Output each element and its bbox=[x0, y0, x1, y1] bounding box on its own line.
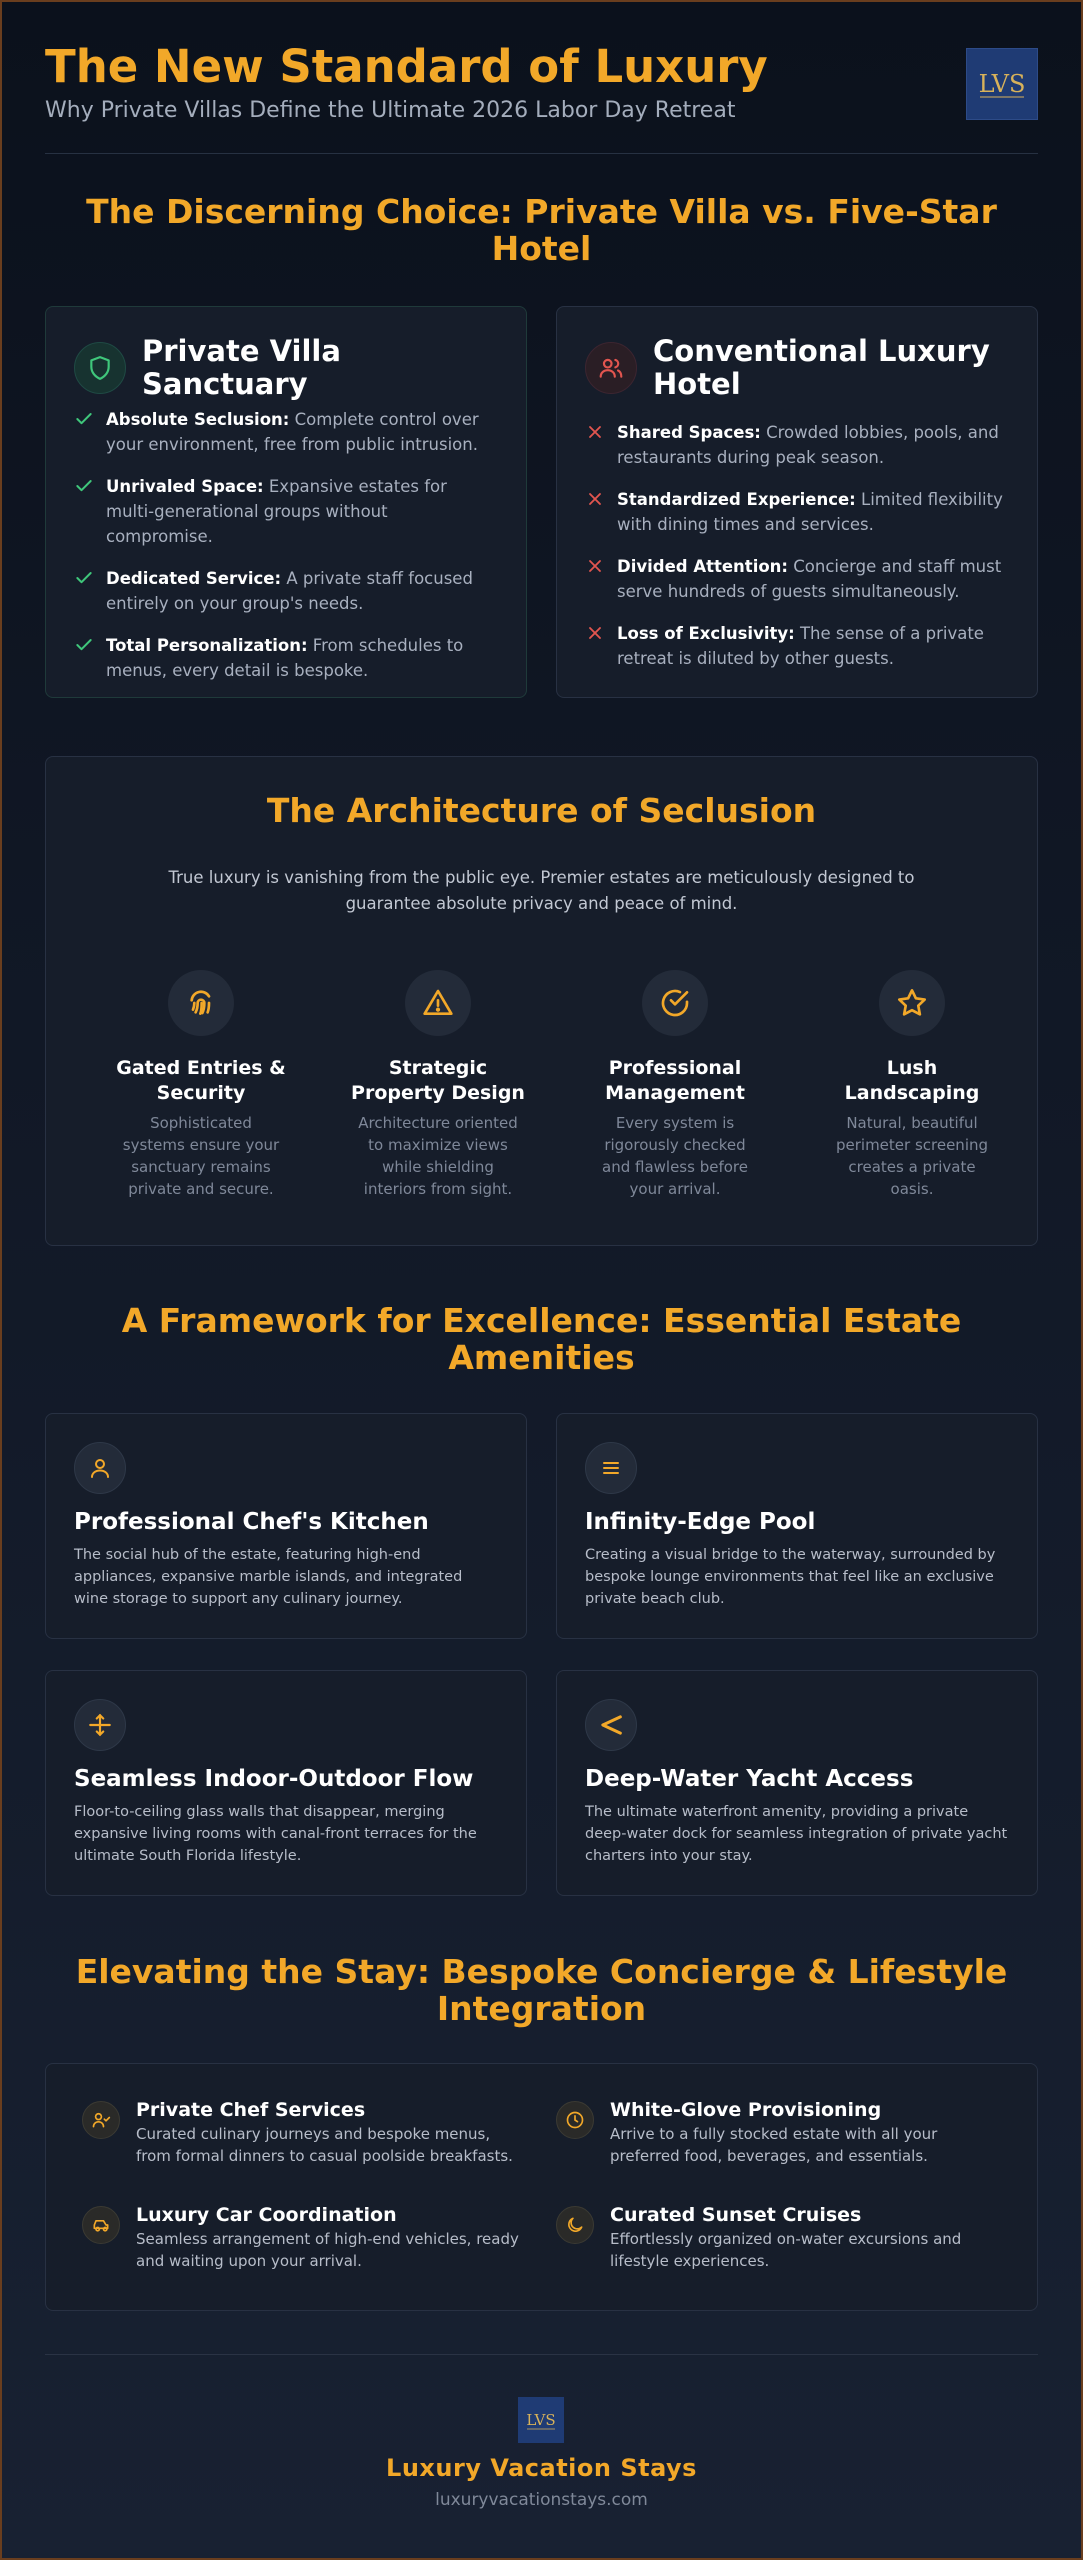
x-icon bbox=[585, 487, 617, 537]
service-title: White-Glove Provisioning bbox=[610, 2099, 882, 2121]
list-item bbox=[74, 566, 498, 616]
amenity-card bbox=[556, 1670, 1038, 1896]
feature-item bbox=[348, 970, 528, 1200]
list-item bbox=[74, 407, 498, 457]
page-subtitle: Why Private Villas Define the Ultimate 2026 Labor Day Retreat bbox=[45, 98, 736, 123]
footer-divider bbox=[45, 2354, 1038, 2355]
concierge-heading: Elevating the Stay: Bespoke Concierge & Lifestyle Integration bbox=[75, 1952, 1008, 2028]
item-text: Limited flexibility with dining times and services. bbox=[617, 490, 1003, 534]
check-icon bbox=[74, 407, 106, 457]
service-item bbox=[82, 2203, 522, 2272]
list-item bbox=[585, 487, 1009, 537]
feature-title: Professional Management bbox=[605, 1057, 745, 1104]
service-title: Private Chef Services bbox=[136, 2099, 366, 2121]
users-icon bbox=[585, 342, 637, 394]
item-label: Dedicated Service: bbox=[106, 569, 282, 588]
amenity-title: Seamless Indoor-Outdoor Flow bbox=[74, 1766, 474, 1792]
amenity-card bbox=[556, 1413, 1038, 1639]
service-desc: Curated culinary journeys and bespoke menus, from formal dinners to casual poolside breakfasts. bbox=[136, 2125, 513, 2165]
architecture-card bbox=[45, 756, 1038, 1246]
feature-desc: Sophisticated systems ensure your sanctuary remains private and secure. bbox=[122, 1114, 280, 1198]
page-title: The New Standard of Luxury bbox=[45, 40, 768, 93]
concierge-card bbox=[45, 2063, 1038, 2311]
feature-item bbox=[822, 970, 1002, 1200]
service-item bbox=[82, 2098, 522, 2167]
item-label: Total Personalization: bbox=[106, 636, 308, 655]
amenity-desc: The social hub of the estate, featuring high-end appliances, expansive marble islands, and integrated wine storage to support any culinary journey. bbox=[74, 1547, 463, 1607]
item-text: Concierge and staff must serve hundreds of guests simultaneously. bbox=[617, 557, 1002, 601]
amenity-card bbox=[45, 1670, 527, 1896]
list-item bbox=[585, 420, 1009, 470]
check-icon bbox=[74, 633, 106, 683]
list-item bbox=[74, 474, 498, 549]
service-desc: Arrive to a fully stocked estate with all your preferred food, beverages, and essentials. bbox=[610, 2125, 938, 2165]
item-label: Shared Spaces: bbox=[617, 423, 761, 442]
fingerprint-icon bbox=[168, 970, 234, 1036]
service-item bbox=[556, 2203, 1006, 2272]
item-text: Expansive estates for multi-generational groups without compromise. bbox=[106, 477, 447, 546]
x-icon bbox=[585, 621, 617, 671]
amenities-heading: A Framework for Excellence: Essential Estate Amenities bbox=[121, 1301, 962, 1377]
service-desc: Effortlessly organized on-water excursions and lifestyle experiences. bbox=[610, 2230, 962, 2270]
feature-title: Lush Landscaping bbox=[844, 1057, 980, 1104]
alert-triangle-icon bbox=[405, 970, 471, 1036]
service-desc: Seamless arrangement of high-end vehicles, ready and waiting upon your arrival. bbox=[136, 2230, 519, 2270]
comparison-heading: The Discerning Choice: Private Villa vs. Five-Star Hotel bbox=[86, 192, 997, 268]
feature-desc: Every system is rigorously checked and flawless before your arrival. bbox=[602, 1114, 748, 1198]
amenity-desc: Floor-to-ceiling glass walls that disappear, merging expansive living rooms with canal-front terraces for the ultimate South Florida lifestyle. bbox=[74, 1804, 477, 1864]
item-label: Unrivaled Space: bbox=[106, 477, 264, 496]
architecture-heading: The Architecture of Seclusion bbox=[266, 791, 817, 830]
villa-card bbox=[45, 306, 527, 698]
feature-title: Gated Entries & Security bbox=[116, 1057, 286, 1104]
item-text: Complete control over your environment, free from public intrusion. bbox=[106, 410, 479, 454]
item-text: The sense of a private retreat is diluted by other guests. bbox=[617, 624, 984, 668]
check-circle-icon bbox=[642, 970, 708, 1036]
item-label: Standardized Experience: bbox=[617, 490, 856, 509]
user-check-icon bbox=[82, 2101, 120, 2139]
feature-title: Strategic Property Design bbox=[351, 1057, 525, 1104]
item-label: Loss of Exclusivity: bbox=[617, 624, 795, 643]
amenity-title: Professional Chef's Kitchen bbox=[74, 1509, 429, 1535]
footer-brand: Luxury Vacation Stays bbox=[386, 2454, 697, 2482]
star-icon bbox=[879, 970, 945, 1036]
service-item bbox=[556, 2098, 1006, 2167]
feature-item bbox=[585, 970, 765, 1200]
item-text: A private staff focused entirely on your group's needs. bbox=[106, 569, 473, 613]
villa-list bbox=[74, 407, 498, 700]
page-header bbox=[45, 38, 1038, 154]
item-text: Crowded lobbies, pools, and restaurants during peak season. bbox=[617, 423, 999, 467]
amenity-title: Deep-Water Yacht Access bbox=[585, 1766, 914, 1792]
hotel-title: Conventional Luxury Hotel bbox=[653, 334, 990, 401]
amenity-title: Infinity-Edge Pool bbox=[585, 1509, 816, 1535]
hotel-card bbox=[556, 306, 1038, 698]
list-item bbox=[74, 633, 498, 683]
shield-icon bbox=[74, 342, 126, 394]
x-icon bbox=[585, 554, 617, 604]
x-icon bbox=[585, 420, 617, 470]
feature-desc: Architecture oriented to maximize views while shielding interiors from sight. bbox=[358, 1114, 518, 1198]
architecture-intro: True luxury is vanishing from the public eye. Premier estates are meticulously designed to guarantee absolute privacy and peace of mind. bbox=[168, 868, 915, 913]
item-label: Absolute Seclusion: bbox=[106, 410, 290, 429]
list-item bbox=[585, 621, 1009, 671]
service-title: Luxury Car Coordination bbox=[136, 2204, 397, 2226]
item-text: From schedules to menus, every detail is bespoke. bbox=[106, 636, 464, 680]
amenity-desc: The ultimate waterfront amenity, providing a private deep-water dock for seamless integration of private yacht charters into your stay. bbox=[585, 1804, 1008, 1864]
clock-icon bbox=[556, 2101, 594, 2139]
car-icon bbox=[82, 2206, 120, 2244]
brand-logo bbox=[966, 48, 1038, 120]
move-icon bbox=[74, 1699, 126, 1751]
waves-icon bbox=[585, 1442, 637, 1494]
moon-icon bbox=[556, 2206, 594, 2244]
check-icon bbox=[74, 566, 106, 616]
hotel-list bbox=[585, 420, 1009, 688]
svg-text:LVS: LVS bbox=[978, 70, 1026, 98]
villa-title: Private Villa Sanctuary bbox=[142, 334, 341, 401]
item-label: Divided Attention: bbox=[617, 557, 789, 576]
amenity-card bbox=[45, 1413, 527, 1639]
feature-desc: Natural, beautiful perimeter screening creates a private oasis. bbox=[835, 1114, 989, 1198]
chevron-left-icon bbox=[585, 1699, 637, 1751]
check-icon bbox=[74, 474, 106, 549]
list-item bbox=[585, 554, 1009, 604]
service-title: Curated Sunset Cruises bbox=[610, 2204, 862, 2226]
feature-item bbox=[111, 970, 291, 1200]
user-icon bbox=[74, 1442, 126, 1494]
svg-text:LVS: LVS bbox=[526, 2411, 556, 2429]
footer-url[interactable]: luxuryvacationstays.com bbox=[435, 2490, 648, 2510]
amenity-desc: Creating a visual bridge to the waterway, surrounded by bespoke lounge environments that feel like an exclusive private beach club. bbox=[585, 1547, 996, 1607]
footer-logo bbox=[518, 2397, 564, 2443]
